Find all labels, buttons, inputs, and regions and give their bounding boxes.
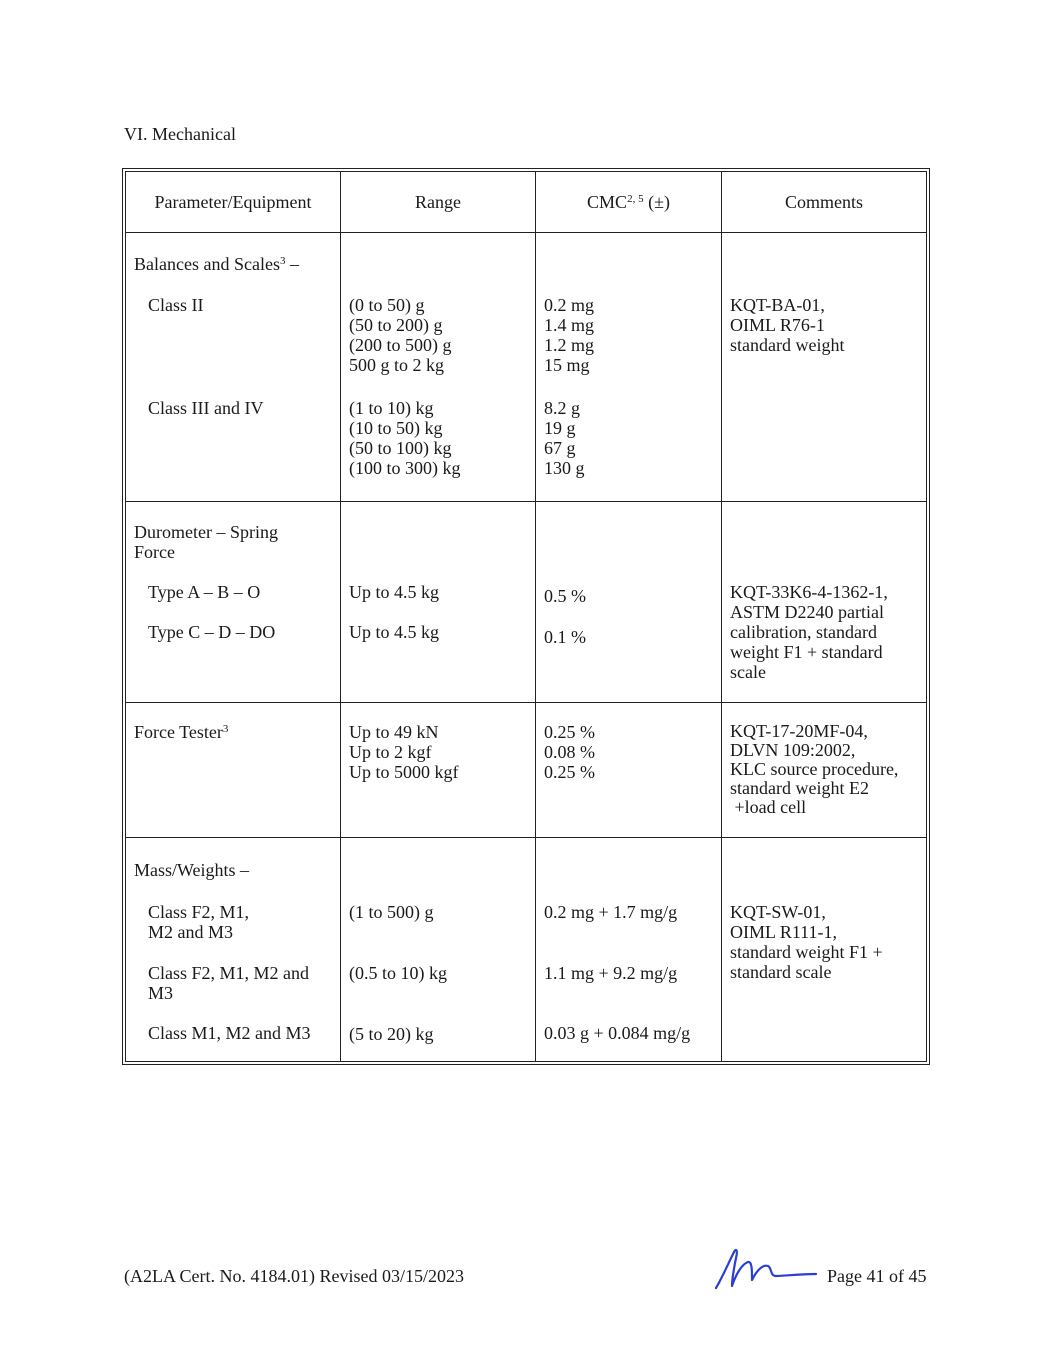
list-item: +load cell [730,797,807,817]
durometer-parameter-cell [126,502,341,703]
list-item: 8.2 g [544,398,580,418]
durometer-range-cell [341,502,536,703]
header-cmc-sup: 2, 5 [627,193,644,205]
force-parameter-cell [126,703,341,838]
balances-class3-ranges [341,398,535,478]
mass-row2-cmc: 1.1 mg + 9.2 mg/g [544,963,678,983]
mass-row1-cmc: 0.2 mg + 1.7 mg/g [544,902,678,922]
balances-class2-cmc [536,295,721,375]
durometer-type2-cmc: 0.1 % [544,627,586,647]
list-item: KQT-33K6-4-1362-1, [730,582,888,602]
balances-comments [722,295,926,355]
force-comments [722,722,926,817]
list-item: 0.25 % [544,722,595,742]
list-item: M3 [148,983,174,1003]
list-item: standard weight F1 + [730,942,883,962]
balances-class2-label: Class II [148,295,204,315]
durometer-type1-range: Up to 4.5 kg [349,582,439,602]
mass-row1-range: (1 to 500) g [349,902,434,922]
list-item: 0.08 % [544,742,595,762]
balances-title-text: Balances and Scales [134,254,280,274]
list-item: KQT-BA-01, [730,295,825,315]
force-title-sup: 3 [222,723,229,735]
list-item: KQT-SW-01, [730,902,826,922]
list-item: Up to 49 kN [349,722,439,742]
header-comments: Comments [722,172,927,233]
table-row [126,502,927,703]
list-item: 15 mg [544,355,590,375]
list-item: standard weight E2 [730,778,869,798]
footer-cert: (A2LA Cert. No. 4184.01) Revised 03/15/2023 [124,1266,464,1286]
list-item: 130 g [544,458,585,478]
list-item: ASTM D2240 partial [730,602,884,622]
list-item: Class F2, M1, M2 and [148,963,310,983]
force-title-text: Force Tester [134,722,223,742]
list-item: 1.4 mg [544,315,595,335]
balances-class2-ranges [341,295,535,375]
durometer-type1-label: Type A – B – O [148,582,261,602]
durometer-comments [722,582,926,682]
mass-row1-label [126,902,340,942]
list-item: (50 to 100) kg [349,438,452,458]
header-parameter: Parameter/Equipment [126,172,341,233]
balances-title-sup: 3 [279,255,286,267]
list-item: (100 to 300) kg [349,458,461,478]
balances-title [126,233,340,274]
header-cmc-suffix: (±) [643,192,670,212]
section-title: VI. Mechanical [124,124,236,144]
durometer-title: Durometer – Spring Force [134,522,278,562]
mass-cmc-cell [536,838,722,1062]
list-item: (0 to 50) g [349,295,425,315]
list-item: 0.2 mg [544,295,595,315]
mass-row3-range: (5 to 20) kg [349,1024,434,1044]
balances-class3-label: Class III and IV [148,398,264,418]
durometer-cmc-cell [536,502,722,703]
list-item: Up to 5000 kgf [349,762,459,782]
footer-page: Page 41 of 45 [827,1266,927,1286]
list-item: calibration, standard [730,622,877,642]
list-item: 67 g [544,438,576,458]
list-item: KLC source procedure, [730,759,899,779]
list-item: Up to 2 kgf [349,742,432,762]
list-item: OIML R111-1, [730,922,837,942]
list-item: 500 g to 2 kg [349,355,445,375]
force-ranges [341,722,535,782]
list-item: OIML R76-1 [730,315,825,335]
list-item: (1 to 10) kg [349,398,434,418]
signature-mark [712,1244,820,1292]
balances-cmc-cell [536,233,722,502]
mass-comments [722,902,926,982]
list-item: 19 g [544,418,576,438]
list-item: Class M1, M2 and M3 [148,1023,311,1043]
mass-row2-range: (0.5 to 10) kg [349,963,447,983]
list-item: weight F1 + standard [730,642,883,662]
table-row [126,233,927,502]
force-comments-cell [722,703,927,838]
list-item: scale [730,662,766,682]
header-cmc-label: CMC [587,192,628,212]
list-item: 0.25 % [544,762,595,782]
mass-row2-label [126,963,340,1003]
force-range-cell [341,703,536,838]
durometer-comments-cell [722,502,927,703]
header-cmc [536,172,722,233]
mass-row3-cmc: 0.03 g + 0.084 mg/g [544,1023,691,1043]
list-item: DLVN 109:2002, [730,740,856,760]
list-item: Class F2, M1, [148,902,250,922]
table-row [126,838,927,1062]
mass-title: Mass/Weights – [134,860,250,880]
list-item: (10 to 50) kg [349,418,443,438]
balances-title-suffix: – [285,254,299,274]
list-item: 1.2 mg [544,335,595,355]
table-header-row [126,172,927,233]
force-title [126,722,340,742]
list-item: (200 to 500) g [349,335,452,355]
scope-table-frame [122,168,930,1065]
balances-class3-cmc [536,398,721,478]
force-cmc-cell [536,703,722,838]
balances-parameter-cell [126,233,341,502]
force-cmc [536,722,721,782]
durometer-type2-label: Type C – D – DO [148,622,276,642]
list-item: standard scale [730,962,832,982]
list-item: KQT-17-20MF-04, [730,721,868,741]
mass-parameter-cell [126,838,341,1062]
mass-range-cell [341,838,536,1062]
header-range: Range [341,172,536,233]
durometer-type1-cmc: 0.5 % [544,586,586,606]
list-item: (50 to 200) g [349,315,443,335]
scope-table [125,171,927,1062]
durometer-type2-range: Up to 4.5 kg [349,622,439,642]
table-row [126,703,927,838]
list-item: standard weight [730,335,845,355]
mass-comments-cell [722,838,927,1062]
balances-comments-cell [722,233,927,502]
list-item: M2 and M3 [148,922,233,942]
mass-row3-label [126,1023,340,1043]
balances-range-cell [341,233,536,502]
